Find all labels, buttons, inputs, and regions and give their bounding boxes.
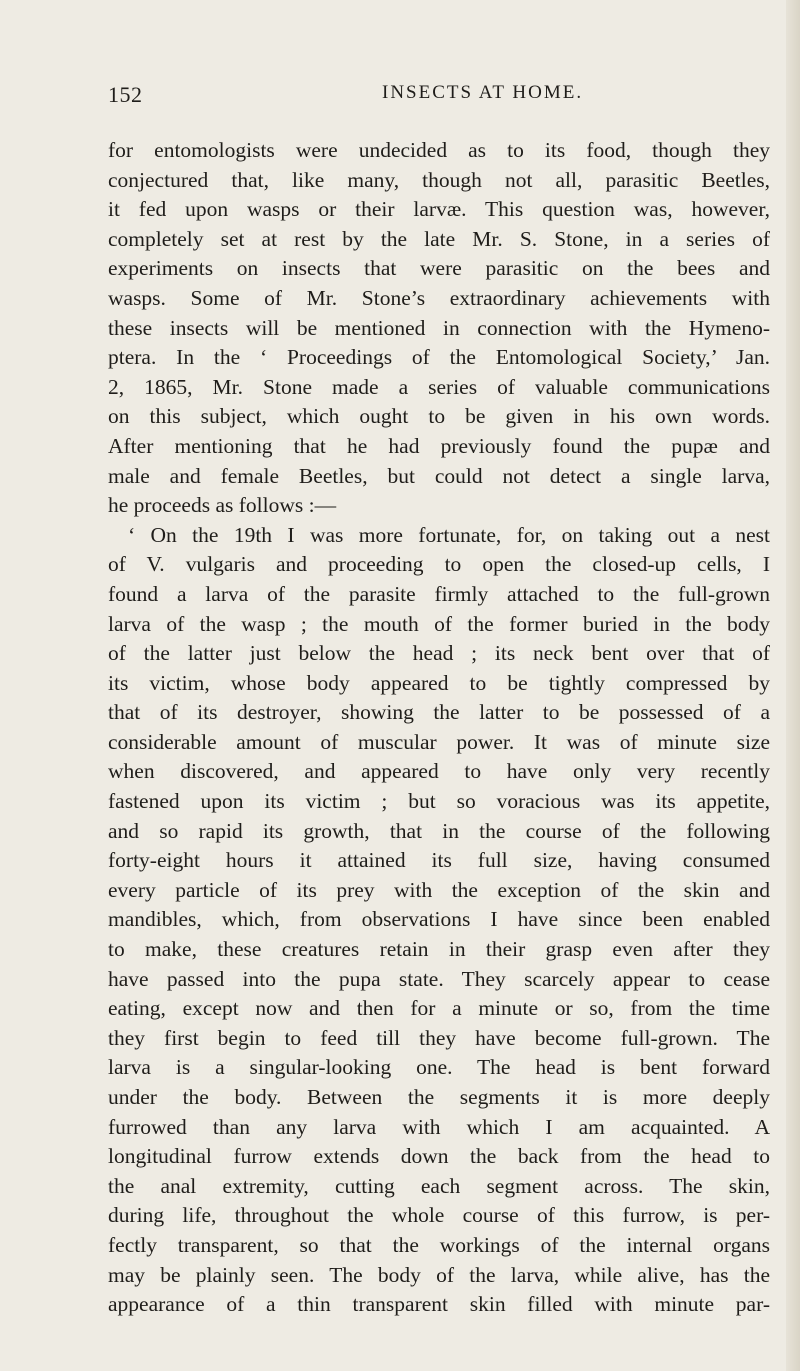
text-line: completely set at rest by the late Mr. S. Stone, in a series of bbox=[108, 226, 770, 251]
text-line: of the latter just below the head ; its neck bent over that of bbox=[108, 641, 770, 666]
running-head: INSECTS AT HOME. bbox=[382, 82, 584, 103]
text-line: during life, throughout the whole course of this furrow, is per- bbox=[108, 1203, 770, 1228]
text-line: experiments on insects that were parasitic on the bees and bbox=[108, 256, 770, 281]
text-line: fectly transparent, so that the workings of the internal organs bbox=[108, 1232, 770, 1257]
text-line: wasps. Some of Mr. Stone’s extraordinary achievements with bbox=[108, 285, 770, 310]
text-line: under the body. Between the segments it is more deeply bbox=[108, 1085, 770, 1109]
page-header bbox=[108, 82, 768, 112]
text-line: longitudinal furrow extends down the back from the head to bbox=[108, 1144, 770, 1169]
text-line: furrowed than any larva with which I am acquainted. A bbox=[108, 1114, 770, 1139]
page-number: 152 bbox=[108, 82, 143, 107]
text-line: ‘ On the 19th I was more fortunate, for, on taking out a nest bbox=[128, 522, 770, 547]
text-line: fastened upon its victim ; but so voracious was its appetite, bbox=[108, 789, 770, 814]
text-line: found a larva of the parasite firmly attached to the full-grown bbox=[108, 581, 770, 606]
text-line: of V. vulgaris and proceeding to open the closed-up cells, I bbox=[108, 552, 770, 577]
text-line: appearance of a thin transparent skin filled with minute par- bbox=[108, 1292, 770, 1317]
text-line: the anal extremity, cutting each segment across. The skin, bbox=[108, 1173, 770, 1198]
text-line: conjectured that, like many, though not all, parasitic Beetles, bbox=[108, 167, 770, 192]
text-line: to make, these creatures retain in their grasp even after they bbox=[108, 937, 770, 962]
text-line: eating, except now and then for a minute or so, from the time bbox=[108, 996, 770, 1021]
text-line: they first begin to feed till they have become full-grown. The bbox=[108, 1025, 770, 1050]
text-line: larva is a singular-looking one. The head is bent forward bbox=[108, 1055, 770, 1080]
text-line: may be plainly seen. The body of the larva, while alive, has the bbox=[108, 1262, 770, 1287]
text-line: considerable amount of muscular power. It was of minute size bbox=[108, 729, 770, 754]
text-line: ptera. In the ‘ Proceedings of the Entomological Society,’ Jan. bbox=[108, 345, 770, 370]
text-line: male and female Beetles, but could not detect a single larva, bbox=[108, 463, 770, 488]
text-line: every particle of its prey with the exception of the skin and bbox=[108, 877, 770, 902]
text-line: when discovered, and appeared to have only very recently bbox=[108, 759, 770, 784]
text-line: that of its destroyer, showing the latter to be possessed of a bbox=[108, 700, 770, 725]
text-line: After mentioning that he had previously found the pupæ and bbox=[108, 433, 770, 458]
text-line: mandibles, which, from observations I have since been enabled bbox=[108, 907, 770, 932]
text-line: for entomologists were undecided as to its food, though they bbox=[108, 138, 770, 162]
text-line: and so rapid its growth, that in the course of the following bbox=[108, 818, 770, 843]
text-line: it fed upon wasps or their larvæ. This question was, however, bbox=[108, 197, 770, 222]
page-edge bbox=[786, 0, 800, 1371]
text-line: on this subject, which ought to be given in his own words. bbox=[108, 404, 770, 429]
text-line: forty-eight hours it attained its full size, having consumed bbox=[108, 848, 770, 873]
text-line: larva of the wasp ; the mouth of the former buried in the body bbox=[108, 611, 770, 636]
body-text bbox=[108, 136, 770, 1320]
text-line: 2, 1865, Mr. Stone made a series of valuable communications bbox=[108, 374, 770, 399]
text-line: its victim, whose body appeared to be tightly compressed by bbox=[108, 670, 770, 695]
text-line: he proceeds as follows :— bbox=[108, 493, 337, 518]
text-line: have passed into the pupa state. They scarcely appear to cease bbox=[108, 966, 770, 991]
text-line: these insects will be mentioned in connection with the Hymeno- bbox=[108, 315, 770, 340]
